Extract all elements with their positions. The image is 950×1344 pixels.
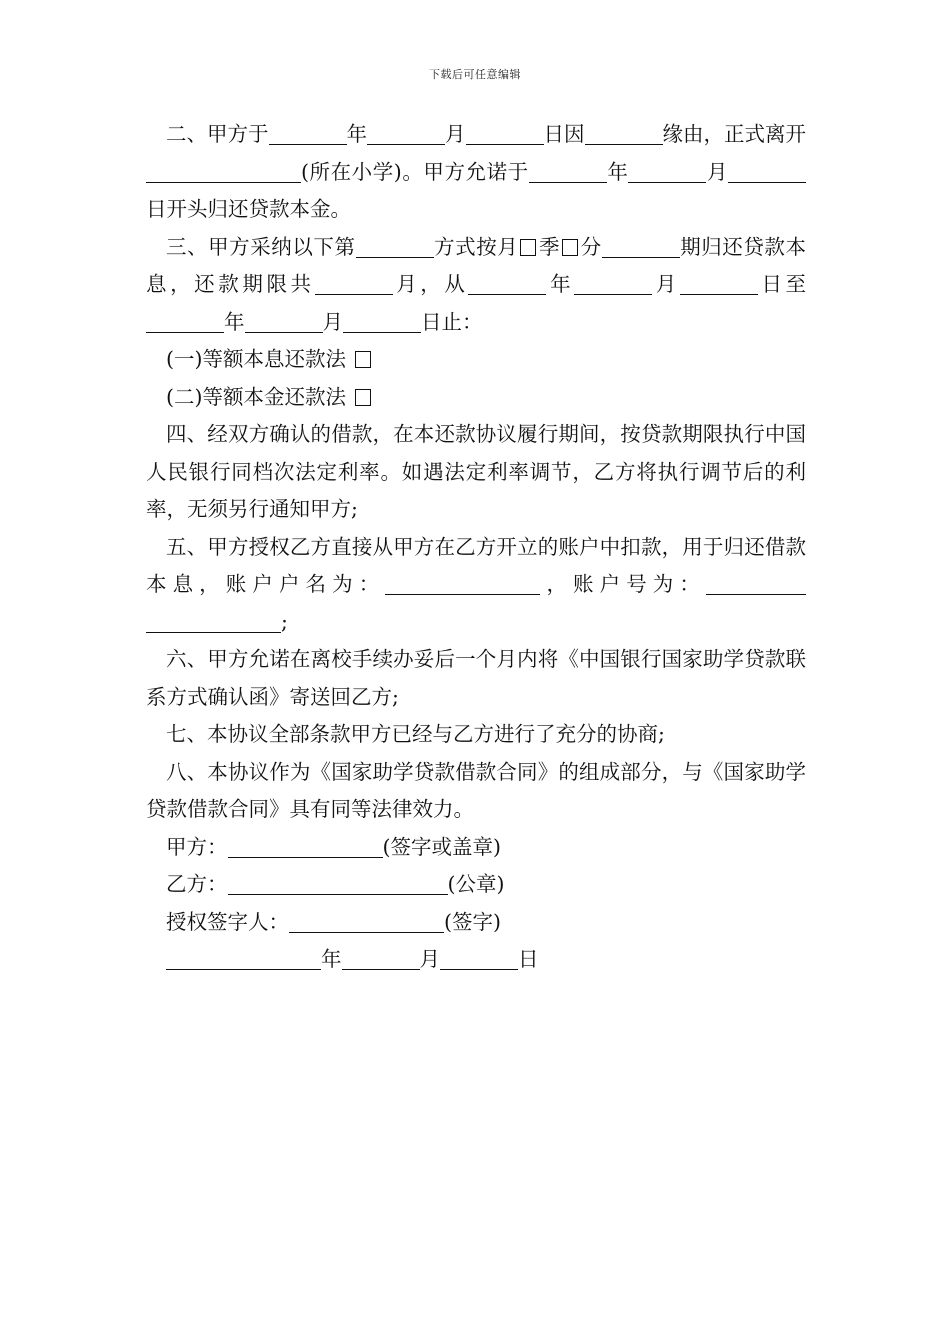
- year-label: 年: [321, 947, 342, 971]
- party-a-label: 甲方：: [166, 834, 228, 859]
- blank-field[interactable]: [728, 160, 806, 183]
- clause-5-end: ;: [281, 609, 288, 634]
- blank-field[interactable]: [245, 310, 323, 333]
- clause-6: 六、甲方允诺在离校手续办妥后一个月内将《中国银行国家助学贷款联系方式确认函》寄送回乙方;: [146, 647, 806, 709]
- clause-4: 四、经双方确认的借款，在本还款协议履行期间，按贷款期限执行中国人民银行同档次法定利率。如遇法定利率调节，乙方将执行调节后的利率，无须另行通知甲方;: [146, 422, 806, 521]
- blank-field[interactable]: [529, 160, 607, 183]
- clause-2-text: 日开头归还贷款本金。: [146, 197, 351, 221]
- blank-field[interactable]: [356, 235, 434, 258]
- blank-field[interactable]: [466, 122, 544, 145]
- option-2-checkbox[interactable]: [355, 389, 371, 406]
- clause-2-text: 缘由，正式离开: [662, 122, 806, 146]
- blank-field[interactable]: [367, 122, 445, 145]
- clause-5-text: ，账户号为：: [540, 572, 706, 596]
- account-number-field[interactable]: [706, 572, 806, 595]
- account-number-field-cont[interactable]: [146, 610, 281, 633]
- party-b-sign-field[interactable]: [228, 872, 448, 895]
- blank-field[interactable]: [315, 272, 393, 295]
- fen-label: 分: [580, 234, 602, 259]
- blank-field[interactable]: [146, 160, 301, 183]
- month-label: 月: [322, 309, 343, 334]
- clause-3: [146, 229, 806, 342]
- month-label: 月: [706, 159, 728, 184]
- blank-field[interactable]: [146, 310, 224, 333]
- blank-field[interactable]: [574, 272, 652, 295]
- option-2: [146, 379, 806, 417]
- agreement-body: [146, 116, 806, 979]
- month-label: 月: [445, 122, 466, 146]
- page-header-note: 下载后可任意编辑: [429, 68, 521, 81]
- clause-3-text: 方式按月: [433, 234, 519, 259]
- option-1: [146, 341, 806, 379]
- party-b-signature: [146, 866, 806, 904]
- blank-field[interactable]: [602, 235, 680, 258]
- year-label: 年: [224, 309, 245, 334]
- clause-2-text: 二、甲方于: [166, 122, 269, 146]
- party-b-note: (公章): [447, 872, 505, 896]
- clause-3-text: 月，从: [392, 272, 469, 296]
- blank-field[interactable]: [680, 272, 758, 295]
- clause-3-text: 三、甲方采纳以下第: [166, 234, 356, 259]
- date-year-field[interactable]: [166, 947, 321, 970]
- year-label: 年: [546, 272, 575, 296]
- clause-7: 七、本协议全部条款甲方已经与乙方进行了充分的协商;: [166, 722, 665, 746]
- blank-field[interactable]: [269, 122, 347, 145]
- clause-2-text: (所在小学)。甲方允诺于: [301, 159, 529, 184]
- signer-sign-field[interactable]: [289, 910, 444, 933]
- signer-label: 授权签字人：: [166, 909, 289, 934]
- clause-2: [146, 116, 806, 229]
- clause-8: 八、本协议作为《国家助学贷款借款合同》的组成部分，与《国家助学贷款借款合同》具有同等法律效力。: [146, 759, 806, 821]
- checkbox-season[interactable]: [562, 239, 578, 256]
- day-label: 日至: [757, 272, 807, 296]
- clause-3-text: 日止：: [421, 309, 483, 334]
- year-label: 年: [346, 122, 367, 146]
- clause-5-text: 五、甲方授权乙方直接从甲方在乙方开立的账户中扣款，用于归还借款本息，账户户名为：: [146, 534, 806, 596]
- date-day-field[interactable]: [440, 947, 518, 970]
- blank-field[interactable]: [468, 272, 546, 295]
- clause-5: [146, 529, 806, 642]
- checkbox-month[interactable]: [520, 239, 536, 256]
- party-a-signature: [146, 829, 806, 867]
- blank-field[interactable]: [343, 310, 421, 333]
- month-label: 月: [419, 947, 440, 971]
- clause-3-text: 期归还贷款本息，还款期限共: [146, 234, 806, 296]
- account-name-field[interactable]: [385, 572, 540, 595]
- party-a-sign-field[interactable]: [228, 835, 383, 858]
- date-month-field[interactable]: [342, 947, 420, 970]
- party-a-note: (签字或盖章): [382, 834, 501, 859]
- option-1-checkbox[interactable]: [355, 351, 371, 368]
- month-label: 月: [652, 272, 680, 296]
- day-label: 日: [518, 947, 539, 971]
- day-label: 日因: [543, 122, 585, 146]
- blank-field[interactable]: [628, 160, 706, 183]
- signer-note: (签字): [444, 909, 501, 934]
- option-2-label: (二)等额本金还款法: [166, 384, 346, 409]
- party-b-label: 乙方：: [166, 872, 228, 896]
- signer-signature: [146, 904, 806, 942]
- season-label: 季: [538, 234, 560, 259]
- year-label: 年: [606, 159, 629, 184]
- blank-field[interactable]: [585, 122, 663, 145]
- signature-date: [146, 941, 806, 979]
- option-1-label: (一)等额本息还款法: [166, 347, 346, 371]
